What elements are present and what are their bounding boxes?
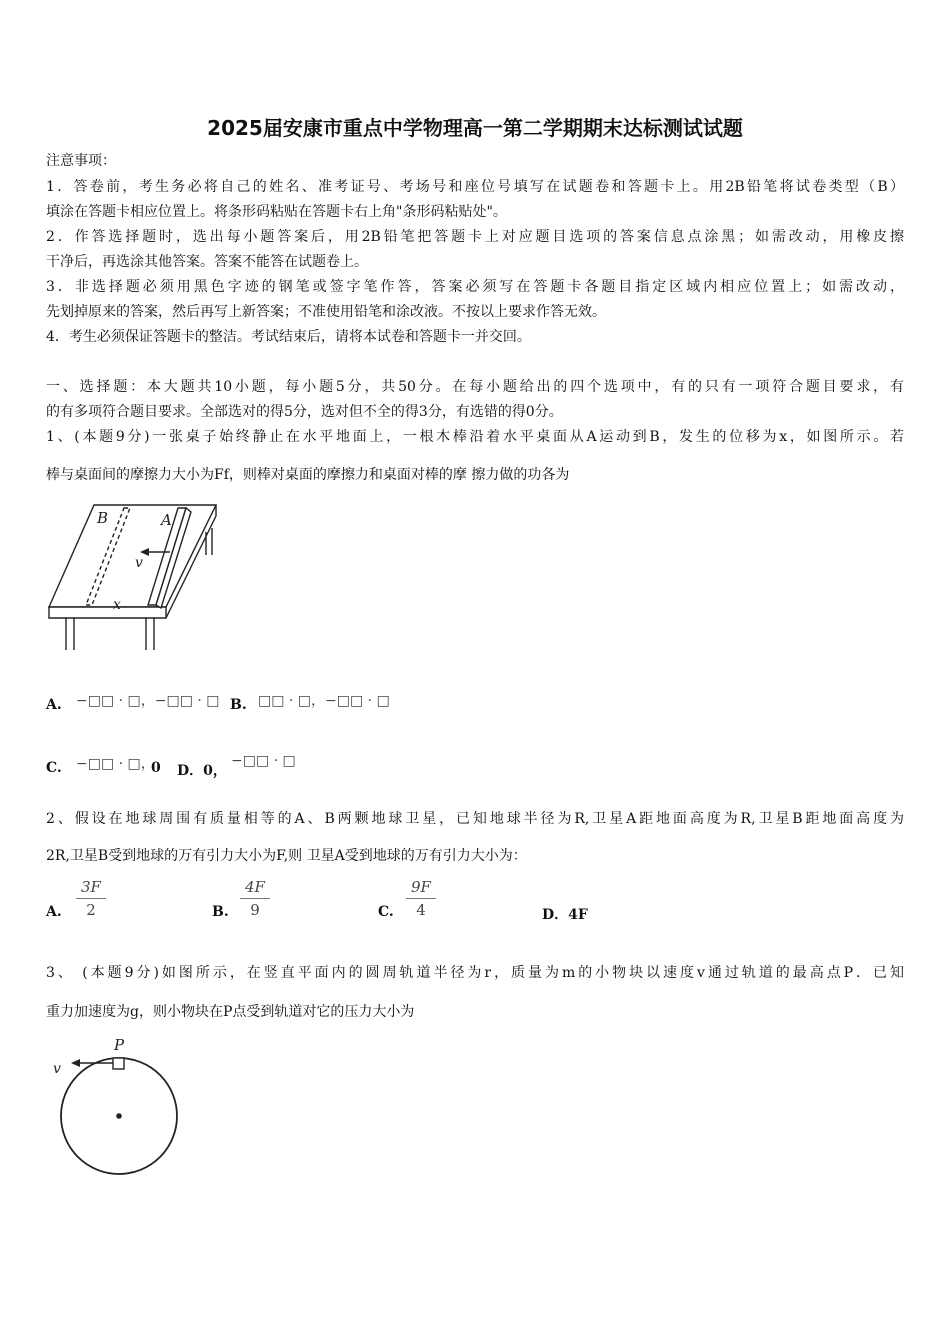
question-3-stem: 3、 (本题9分)如图所示，在竖直平面内的圆周轨道半径为r，质量为m的小物块以速度v通过轨道的最高点P．已知 xyxy=(46,965,904,981)
circular-track-figure xyxy=(46,1030,186,1180)
fraction-numerator: 3F xyxy=(81,878,101,896)
q2-option-c-label: C. xyxy=(378,904,394,920)
notice-line: 4．考生必须保证答题卡的整洁。考试结束后，请将本试卷和答题卡一并交回。 xyxy=(46,329,531,345)
question-2-stem: 2R,卫星B受到地球的万有引力大小为F,则 卫星A受到地球的万有引力大小为： xyxy=(46,848,527,864)
question-1-stem: 棒与桌面间的摩擦力大小为Ff，则棒对桌面的摩擦力和桌面对棒的摩 擦力做的功各为 xyxy=(46,467,570,483)
q2-option-a-label: A. xyxy=(46,904,62,920)
question-1-stem: 1、(本题9分)一张桌子始终静止在水平地面上，一根木棒沿着水平桌面从A运动到B，发生的位移为x，如图所示。若 xyxy=(46,429,904,445)
section-instructions: 的有多项符合题目要求。全部选对的得5分，选对但不全的得3分，有选错的得0分。 xyxy=(46,404,563,420)
notice-line: 2．作答选择题时，选出每小题答案后，用2B铅笔把答题卡上对应题目选项的答案信息点涂黑；如需改动，用橡皮擦 xyxy=(46,229,904,245)
q1-option-c-label: C. xyxy=(46,760,62,776)
q1-option-c-value: 0 xyxy=(151,760,161,776)
fraction-numerator: 9F xyxy=(411,878,431,896)
question-2-stem: 2、假设在地球周围有质量相等的A、B两颗地球卫星，已知地球半径为R,卫星A距地面高度为R,卫星B距地面高度为 xyxy=(46,811,904,827)
q2-option-d: D．4F xyxy=(542,907,588,923)
fraction-denominator: 2 xyxy=(86,901,96,919)
label-v: v xyxy=(53,1061,61,1077)
label-a: A xyxy=(161,511,172,529)
fraction-numerator: 4F xyxy=(245,878,265,896)
table-rod-figure xyxy=(46,500,221,655)
section-instructions: 一、选择题：本大题共10小题，每小题5分，共50分。在每小题给出的四个选项中，有的只有一项符合题目要求，有 xyxy=(46,379,904,395)
fraction-denominator: 4 xyxy=(416,901,426,919)
notice-heading: 注意事项： xyxy=(46,153,116,169)
notice-line: 1．答卷前，考生务必将自己的姓名、准考证号、考场号和座位号填写在试题卷和答题卡上。用2B铅笔将试卷类型（B） xyxy=(46,179,904,195)
notice-line: 填涂在答题卡相应位置上。将条形码粘贴在答题卡右上角"条形码粘贴处"。 xyxy=(46,204,507,220)
q2-option-b-label: B. xyxy=(212,904,229,920)
notice-line: 3．非选择题必须用黑色字迹的钢笔或签字笔作答，答案必须写在答题卡各题目指定区域内相应位置上；如需改动， xyxy=(46,279,904,295)
q1-option-d-label: D．0， xyxy=(177,763,227,779)
label-b: B xyxy=(97,509,109,527)
q2-option-a-fraction xyxy=(76,878,106,919)
q1-option-d-text: −□□ · □ xyxy=(231,753,296,769)
q1-option-c-text: −□□ · □， xyxy=(76,756,155,772)
q2-option-b-fraction xyxy=(240,878,270,919)
label-p: P xyxy=(114,1036,125,1054)
fraction-denominator: 9 xyxy=(250,901,260,919)
notice-line: 干净后，再选涂其他答案。答案不能答在试题卷上。 xyxy=(46,254,368,270)
q1-option-b-text: □□ · □，−□□ · □ xyxy=(258,693,390,709)
page-title: 2025届安康市重点中学物理高一第二学期期末达标测试试题 xyxy=(207,116,743,140)
q2-option-c-fraction xyxy=(406,878,436,919)
question-3-stem: 重力加速度为g，则小物块在P点受到轨道对它的压力大小为 xyxy=(46,1004,415,1020)
q1-option-a-text: −□□ · □，−□□ · □ xyxy=(76,693,220,709)
label-x: x xyxy=(113,597,121,613)
notice-line: 先划掉原来的答案，然后再写上新答案；不准使用铅笔和涂改液。不按以上要求作答无效。 xyxy=(46,304,606,320)
label-v: v xyxy=(135,555,143,571)
q1-option-a-label: A. xyxy=(46,697,62,713)
q1-option-b-label: B. xyxy=(230,697,247,713)
